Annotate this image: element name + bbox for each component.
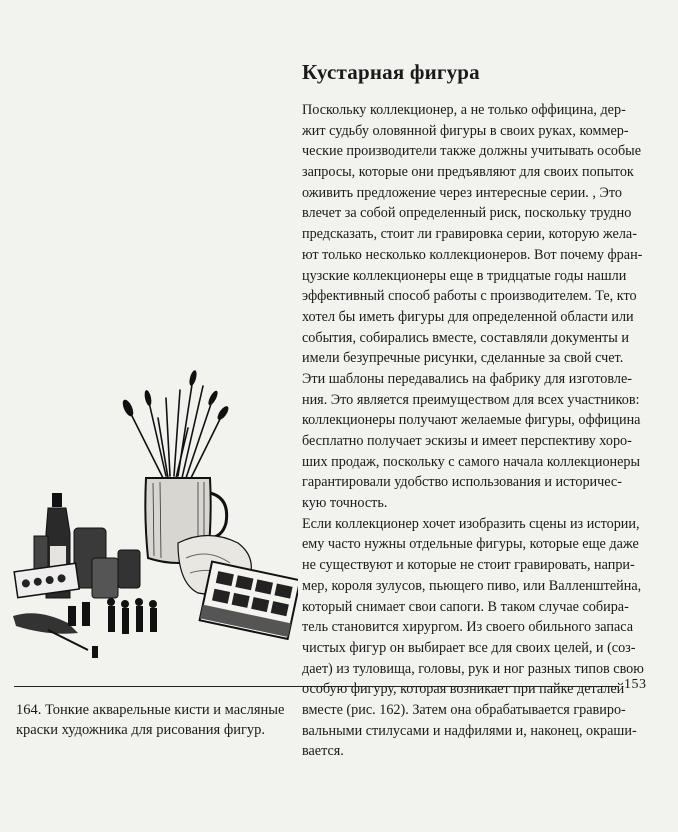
body-text-line: Эти шаблоны передавались на фабрику для изготовле- xyxy=(302,370,632,387)
body-text-line: цузские коллекционеры еще в тридцатые годы нашли xyxy=(302,267,627,284)
page-title: Кустарная фигура xyxy=(302,60,480,84)
body-text-line: предсказать, стоит ли гравировка серии, которую жела- xyxy=(302,226,637,243)
body-text-line: особую фигуру, которая возникает при пайке деталей xyxy=(302,681,625,698)
body-text-line: который снимает свои сапоги. В таком случае собира- xyxy=(302,598,629,615)
body-text-line: вместе (рис. 162). Затем она обрабатывается гравиро- xyxy=(302,701,626,718)
body-text-line: имели безупречные рисунки, сделанные за свой счет. xyxy=(302,350,624,367)
body-text-line: Поскольку коллекционер, а не только оффицина, дер- xyxy=(302,102,626,118)
body-text-line: гарантировали удобство использования и историчес- xyxy=(302,474,622,491)
body-text-line: тель становится хирургом. Из своего обильного запаса xyxy=(302,619,634,636)
body-text-line: хотел бы иметь фигуры для определенной области или xyxy=(302,308,634,325)
body-text-line: Если коллекционер хочет изобразить сцены из истории, xyxy=(302,515,640,532)
body-text-line: ческие производители также должны учитывать особые xyxy=(302,143,642,160)
body-text-line: чистых фигур он выбирает все для своих целей, и (соз- xyxy=(302,639,636,656)
body-text-line: влечет за собой определенный риск, поскольку трудно xyxy=(302,205,632,222)
body-text-line: события, собирались вместе, составляли документы и xyxy=(302,329,629,346)
body-text-line: ему часто нужны отдельные фигуры, которые еще даже xyxy=(302,536,639,553)
page-number: 153 xyxy=(624,677,647,692)
body-text-line: ших продаж, поскольку с самого начала коллекционеры xyxy=(302,453,641,470)
body-text-line: вальными стилусами и надфилями и, наконец, окраши- xyxy=(302,722,637,739)
body-text-line: ния. Это является преимуществом для всех участников: xyxy=(302,391,640,408)
body-text-line: оживить предложение через интересные серии. , Это xyxy=(302,184,622,201)
paint-brushes-illustration xyxy=(8,368,298,668)
caption-line: краски художника для рисования фигур. xyxy=(16,722,266,738)
body-text-line: дает) из туловища, головы, рук и ног разных типов свою xyxy=(302,660,644,677)
body-text-line: ют только несколько коллекционеров. Вот почему фран- xyxy=(302,246,643,263)
body-text-line: бесплатно получает эскизы и имеет перспективу хоро- xyxy=(302,433,632,449)
footer-rule xyxy=(14,686,618,687)
body-text-line: не существуют и которые не стоит гравировать, напри- xyxy=(302,557,635,574)
body-text xyxy=(302,100,662,762)
body-text-line: эффективный способ работы с производителем. Те, кто xyxy=(302,288,637,305)
body-text-line: кую точность. xyxy=(302,495,388,512)
body-text-line: мер, короля зулусов, пьющего пиво, или Валленштейна, xyxy=(302,577,642,594)
body-text-line: коллекционеры получают желаемые фигуры, оффицина xyxy=(302,412,641,429)
body-text-line: вается. xyxy=(302,743,344,760)
caption-line: 164. Тонкие акварельные кисти и масляные xyxy=(16,702,285,718)
figure-caption xyxy=(16,700,316,740)
body-text-line: запросы, которые они предъявляют для своих попыток xyxy=(302,164,634,181)
body-text-line: жит судьбу оловянной фигуры в своих руках, коммер- xyxy=(302,122,629,139)
